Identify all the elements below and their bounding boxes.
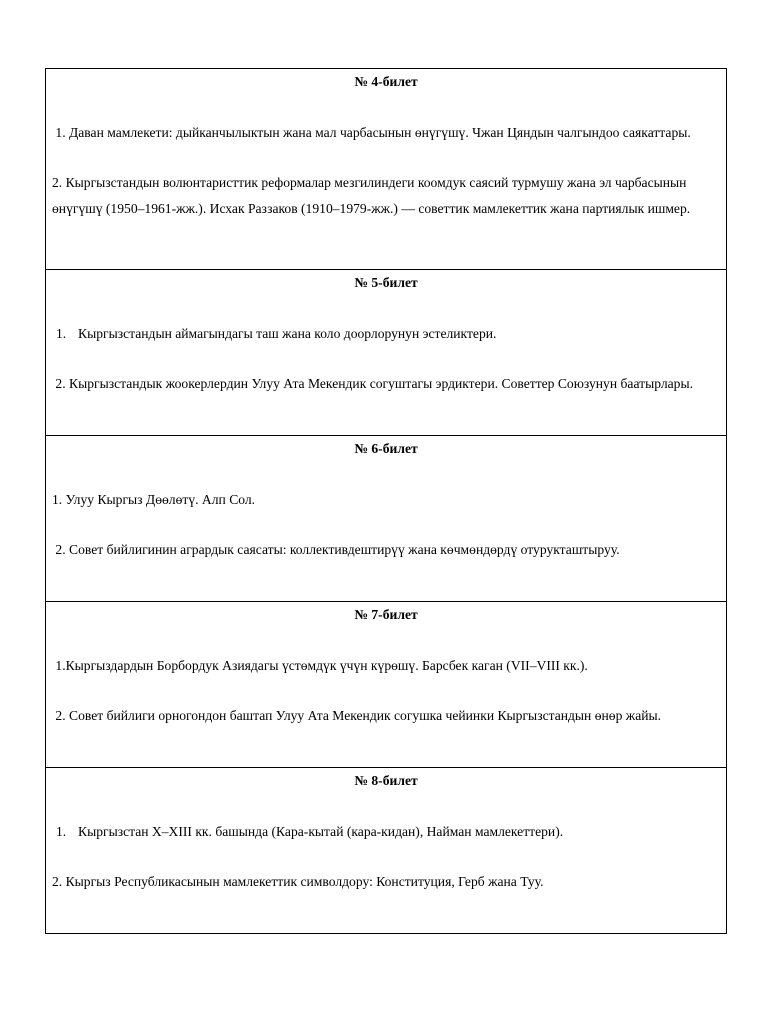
question-2: 2. Кыргызстандын волюнтаристтик реформалар мезгилиндеги коомдук саясий турмушу жана эл чарбасынын өнүгүшү (1950–1961-жж.). Исхак Раззаков (1910–1979-жж.) — советтик мамлекеттик жана партиялык ишмер. [52,175,691,216]
ticket-title: № 4-билет [354,74,418,89]
ticket-cell [46,69,727,270]
ticket-cell [46,270,727,436]
question-1: 1. Улуу Кыргыз Дөөлөтү. Алп Сол. [52,491,256,507]
question-1 [52,321,720,347]
question-number: 1. [56,823,67,839]
question-2: 2. Совет бийлиги орногондон баштап Улуу Ата Мекендик согушка чейинки Кыргызстандын өнөр жайы. [52,708,662,723]
question-number: 1. [56,325,67,341]
ticket-row [46,602,727,768]
ticket-row [46,270,727,436]
ticket-title: № 6-билет [354,441,418,456]
question-text: Кыргызстандын аймагындагы таш жана коло доорлорунун эстеликтери. [78,325,497,341]
question-2: 2. Кыргызстандык жоокерлердин Улуу Ата Мекендик согуштагы эрдиктери. Советтер Союзунун баатырлары. [52,376,693,391]
tickets-table [45,68,727,934]
question-1: 1. Даван мамлекети: дыйканчылыктын жана мал чарбасынын өнүгүшү. Чжан Цяндын чалгындоо саякаттары. [52,124,691,140]
question-1 [52,819,720,845]
question-2: 2. Совет бийлигинин агрардык саясаты: коллективдештирүү жана көчмөндөрдү отурукташтыруу. [52,542,620,557]
ticket-row [46,69,727,270]
question-1: 1.Кыргыздардын Борбордук Азиядагы үстөмдүк үчүн күрөшү. Барсбек каган (VII–VIII кк.). [52,657,588,673]
ticket-cell [46,768,727,934]
question-text: Кыргызстан X–XIII кк. башында (Кара-кытай (кара-кидан), Найман мамлекеттери). [78,823,564,839]
ticket-cell [46,602,727,768]
ticket-row [46,436,727,602]
ticket-title: № 8-билет [354,773,418,788]
question-2: 2. Кыргыз Республикасынын мамлекеттик символдору: Конституция, Герб жана Туу. [52,874,544,889]
ticket-row [46,768,727,934]
ticket-title: № 5-билет [354,275,418,290]
ticket-cell [46,436,727,602]
ticket-title: № 7-билет [354,607,418,622]
